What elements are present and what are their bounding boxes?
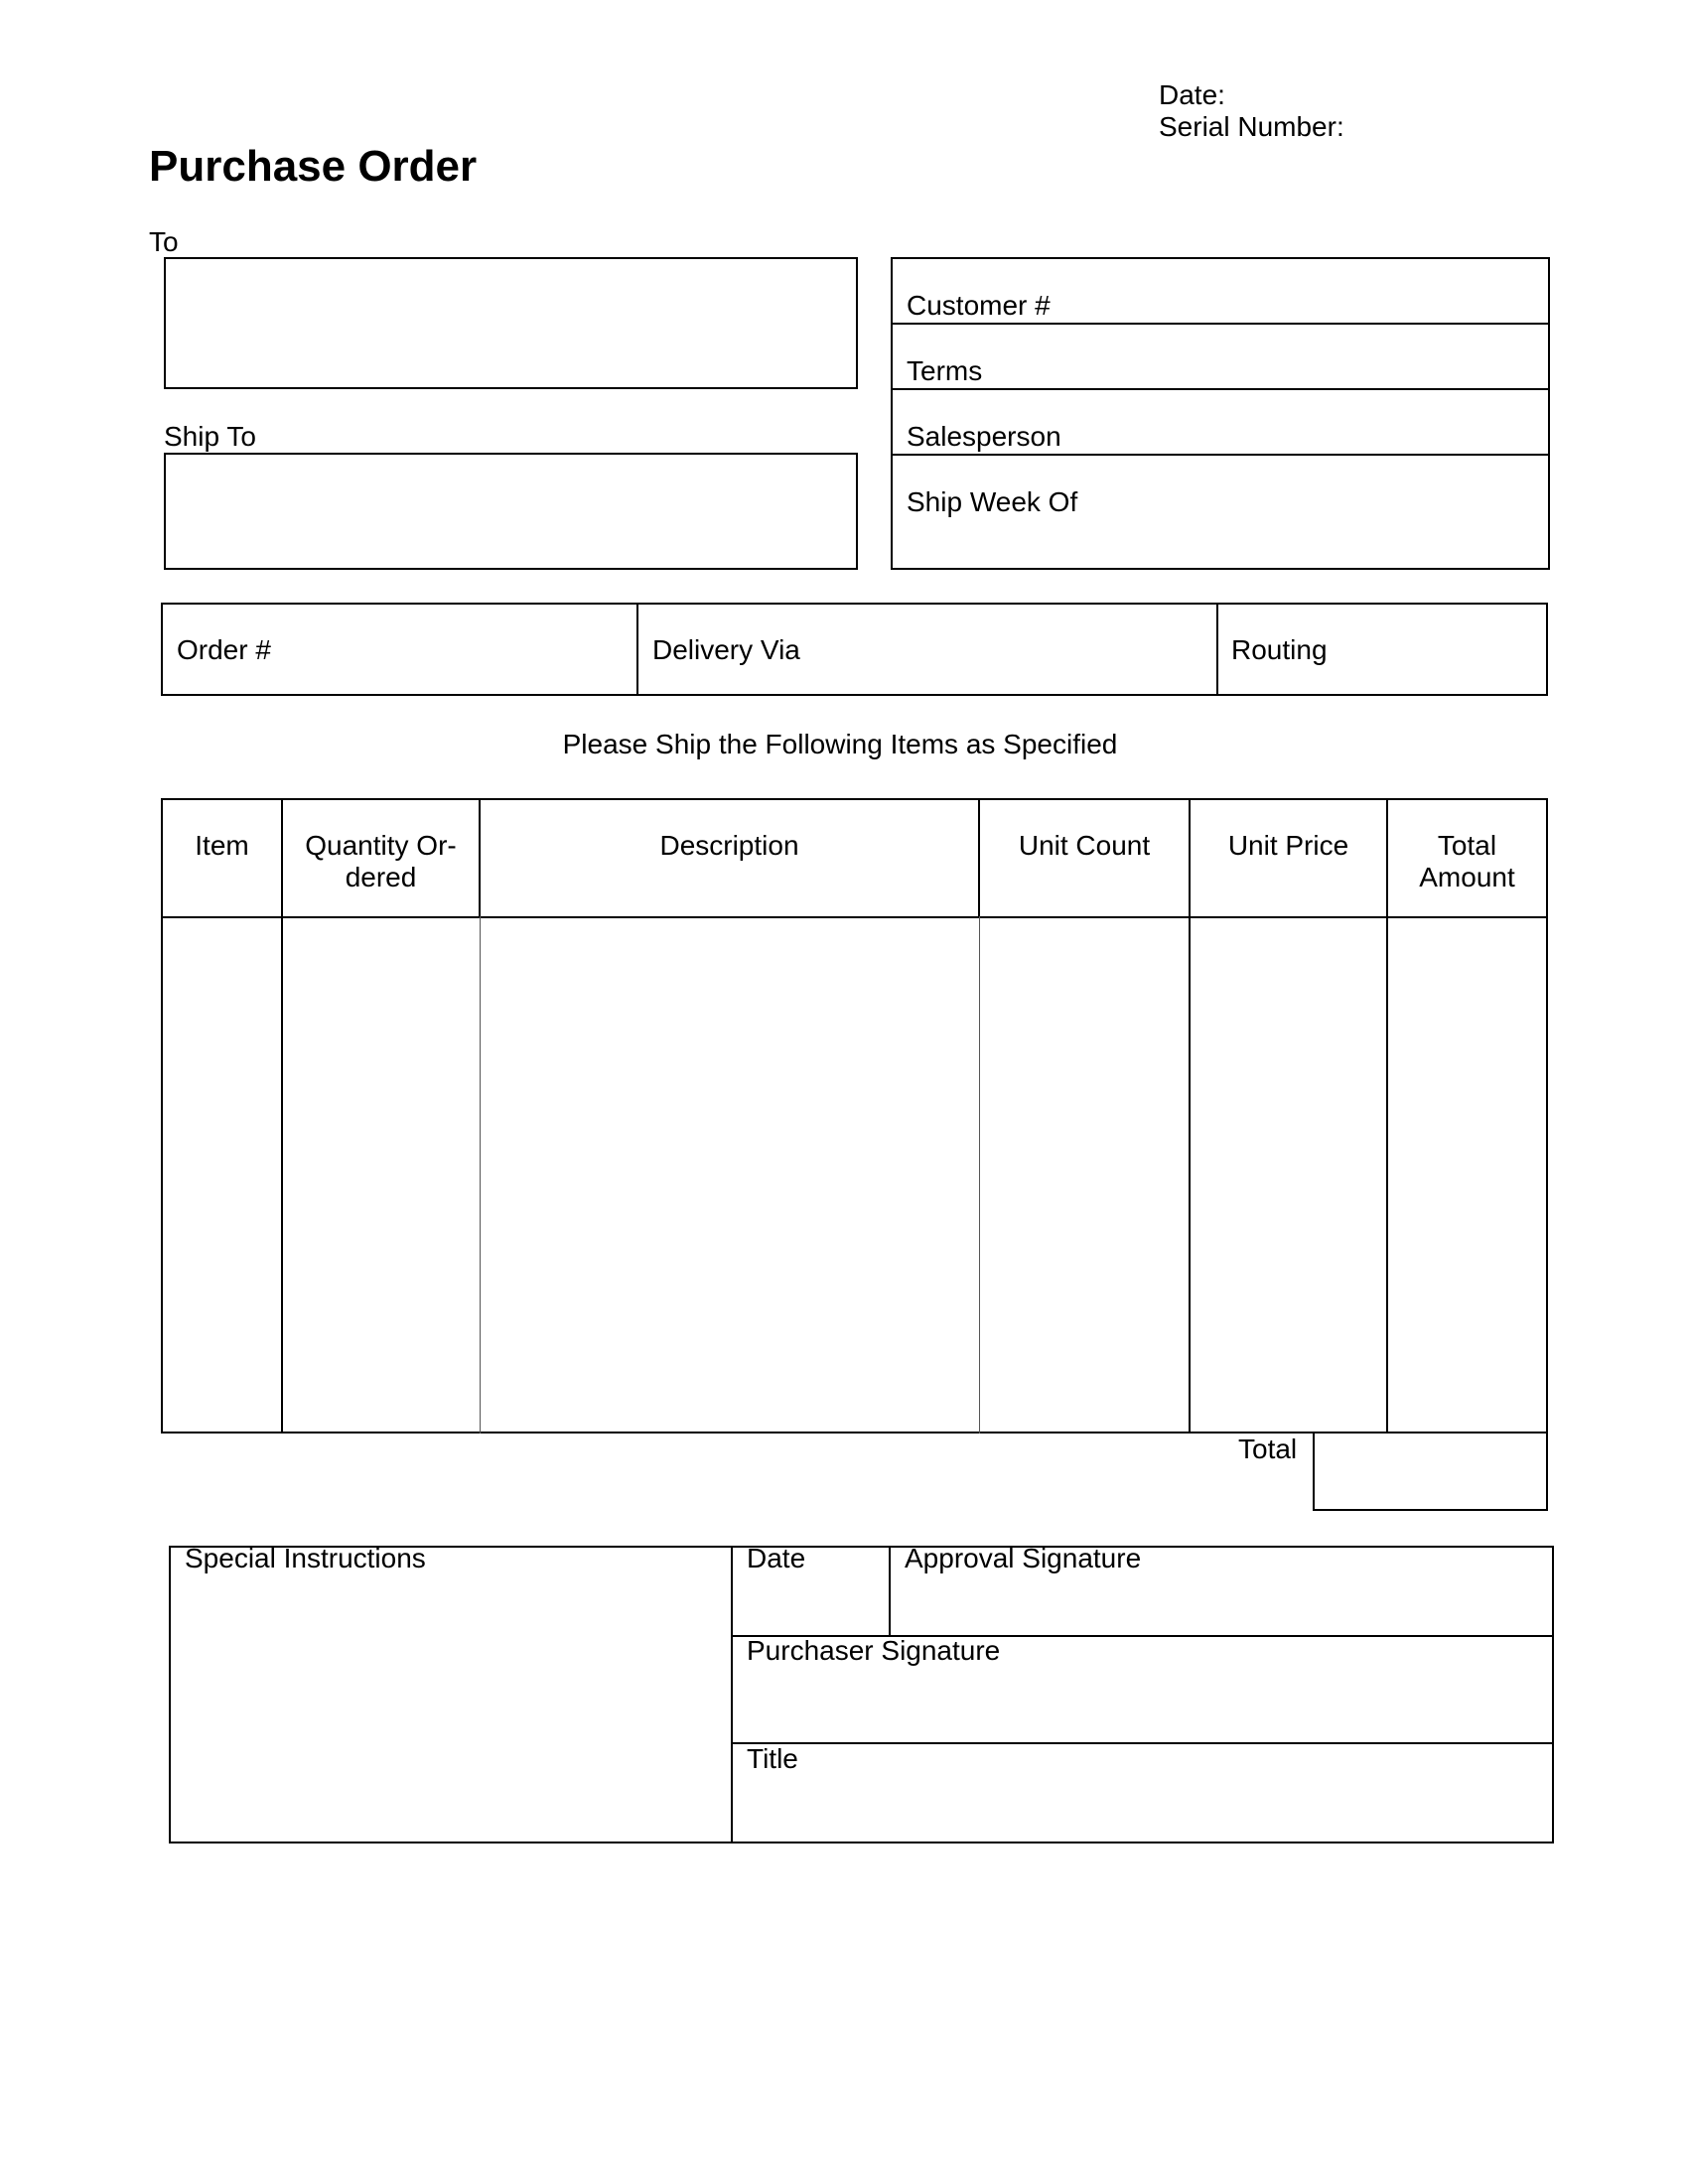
approval-date-field[interactable] [733,1580,887,1634]
column-header-unit-count: Unit Count [1018,830,1151,861]
order-number-label: Order # [177,634,271,665]
salesperson-field[interactable] [893,456,1548,518]
order-details-row [161,603,1548,696]
shipping-instructions-text: Please Ship the Following Items as Specified [562,729,1118,759]
divider [1216,603,1218,696]
page-title: Purchase Order [149,142,478,191]
column-header-unit-price: Unit Price [1227,830,1349,861]
special-instructions-label: Special Instructions [185,1543,426,1573]
title-label: Title [747,1743,798,1774]
total-label: Total [1238,1433,1298,1464]
to-address-field[interactable] [164,257,858,389]
divider [636,603,638,696]
ship-to-address-field[interactable] [164,453,858,570]
purchaser-signature-label: Purchaser Signature [747,1635,1001,1666]
purchaser-signature-field[interactable] [733,1672,1552,1741]
customer-number-field[interactable] [893,325,1548,387]
terms-field[interactable] [893,390,1548,453]
approval-date-label: Date [747,1543,806,1573]
total-field[interactable] [1313,1432,1548,1511]
salesperson-label: Salesperson [907,421,1061,452]
terms-label: Terms [907,355,983,386]
approval-signature-label: Approval Signature [905,1543,1142,1573]
special-instructions-field[interactable] [171,1580,729,1842]
ship-week-of-field[interactable] [893,521,1548,568]
column-header-total-amount: Total Amount [1419,830,1515,892]
routing-label: Routing [1231,634,1328,665]
delivery-via-label: Delivery Via [652,634,800,665]
serial-number-label: Serial Number: [1159,111,1344,142]
date-header-label: Date: [1159,79,1225,110]
ship-to-label: Ship To [164,421,256,452]
title-field[interactable] [733,1779,1552,1842]
column-header-description: Description [659,830,799,861]
column-header-item: Item [195,830,249,861]
customer-number-label: Customer # [907,290,1051,321]
to-label: To [149,226,179,257]
ship-week-of-label: Ship Week Of [907,486,1078,517]
items-table-body[interactable] [163,918,1546,1432]
approval-signature-field[interactable] [891,1580,1552,1634]
divider [731,1742,1554,1744]
column-header-quantity-ordered: Quantity Or- dered [305,830,457,892]
